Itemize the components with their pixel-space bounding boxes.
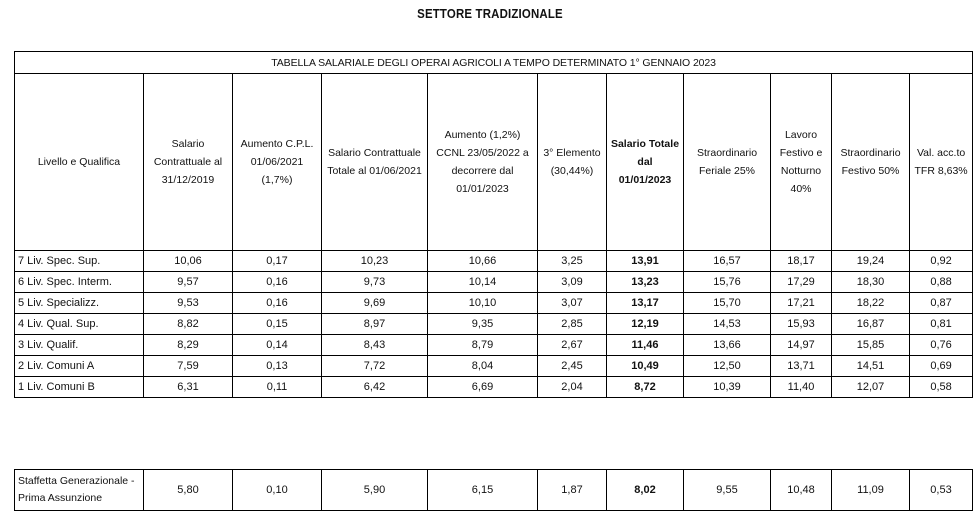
table-cell: 2,45 — [538, 356, 607, 377]
table-cell: 9,73 — [322, 272, 428, 293]
table-row-staffetta — [15, 470, 973, 511]
table-cell: 12,50 — [684, 356, 771, 377]
table-cell: 13,91 — [607, 251, 684, 272]
table-cell: 0,92 — [910, 251, 973, 272]
table-cell: 0,14 — [233, 335, 322, 356]
table-cell: 10,48 — [771, 470, 832, 511]
table-cell: 10,14 — [428, 272, 538, 293]
table-cell: 13,17 — [607, 293, 684, 314]
table-cell: 15,76 — [684, 272, 771, 293]
row-label: 3 Liv. Qualif. — [15, 335, 144, 356]
table-cell: 8,72 — [607, 377, 684, 398]
column-header: 3° Elemento (30,44%) — [538, 74, 607, 251]
header-livello-qualifica: Livello e Qualifica — [15, 74, 144, 251]
table-cell: 8,82 — [144, 314, 233, 335]
table-cell: 9,57 — [144, 272, 233, 293]
table-cell: 14,97 — [771, 335, 832, 356]
table-cell: 14,53 — [684, 314, 771, 335]
table-cell: 0,69 — [910, 356, 973, 377]
table-cell: 11,40 — [771, 377, 832, 398]
table-cell: 0,58 — [910, 377, 973, 398]
table-cell: 17,21 — [771, 293, 832, 314]
row-label: 1 Liv. Comuni B — [15, 377, 144, 398]
table-cell: 16,87 — [832, 314, 910, 335]
table-row — [15, 272, 973, 293]
row-label: 7 Liv. Spec. Sup. — [15, 251, 144, 272]
table-cell: 19,24 — [832, 251, 910, 272]
row-label: 6 Liv. Spec. Interm. — [15, 272, 144, 293]
table-cell: 13,66 — [684, 335, 771, 356]
table-cell: 10,06 — [144, 251, 233, 272]
page-title: SETTORE TRADIZIONALE — [417, 6, 563, 21]
table-cell: 2,04 — [538, 377, 607, 398]
staffetta-table — [14, 469, 973, 511]
table-row — [15, 251, 973, 272]
table-cell: 3,07 — [538, 293, 607, 314]
table-cell: 10,23 — [322, 251, 428, 272]
table-cell: 13,71 — [771, 356, 832, 377]
table-cell: 8,29 — [144, 335, 233, 356]
salary-table — [14, 51, 973, 398]
table-row — [15, 314, 973, 335]
table-cell: 11,46 — [607, 335, 684, 356]
table-cell: 1,87 — [538, 470, 607, 511]
table-cell: 12,19 — [607, 314, 684, 335]
row-label: Staffetta Generazionale - Prima Assunzione — [15, 470, 144, 511]
row-label: 4 Liv. Qual. Sup. — [15, 314, 144, 335]
table-cell: 12,07 — [832, 377, 910, 398]
table-cell: 8,04 — [428, 356, 538, 377]
table-cell: 15,93 — [771, 314, 832, 335]
table-cell: 0,76 — [910, 335, 973, 356]
table-cell: 13,23 — [607, 272, 684, 293]
table-cell: 17,29 — [771, 272, 832, 293]
table-cell: 0,88 — [910, 272, 973, 293]
column-header: Straordinario Feriale 25% — [684, 74, 771, 251]
column-header: Lavoro Festivo e Notturno 40% — [771, 74, 832, 251]
table-cell: 0,11 — [233, 377, 322, 398]
table-cell: 11,09 — [832, 470, 910, 511]
table-cell: 0,15 — [233, 314, 322, 335]
table-cell: 10,66 — [428, 251, 538, 272]
table-cell: 5,90 — [322, 470, 428, 511]
table-cell: 14,51 — [832, 356, 910, 377]
table-cell: 0,13 — [233, 356, 322, 377]
table-cell: 9,55 — [684, 470, 771, 511]
row-label: 5 Liv. Specializz. — [15, 293, 144, 314]
table-cell: 10,39 — [684, 377, 771, 398]
table-cell: 0,16 — [233, 272, 322, 293]
table-cell: 8,79 — [428, 335, 538, 356]
table-cell: 0,10 — [233, 470, 322, 511]
table-cell: 6,42 — [322, 377, 428, 398]
table-cell: 8,43 — [322, 335, 428, 356]
table-cell: 8,02 — [607, 470, 684, 511]
table-row — [15, 335, 973, 356]
table-cell: 10,49 — [607, 356, 684, 377]
table-cell: 9,53 — [144, 293, 233, 314]
table-cell: 7,59 — [144, 356, 233, 377]
column-header: Aumento (1,2%) CCNL 23/05/2022 a decorrere dal 01/01/2023 — [428, 74, 538, 251]
table-row — [15, 356, 973, 377]
table-cell: 18,30 — [832, 272, 910, 293]
table-cell: 6,15 — [428, 470, 538, 511]
column-header: Salario Contrattuale al 31/12/2019 — [144, 74, 233, 251]
table-cell: 2,67 — [538, 335, 607, 356]
table-cell: 0,16 — [233, 293, 322, 314]
table-cell: 3,25 — [538, 251, 607, 272]
row-label: 2 Liv. Comuni A — [15, 356, 144, 377]
table-cell: 3,09 — [538, 272, 607, 293]
table-cell: 0,87 — [910, 293, 973, 314]
table-cell: 16,57 — [684, 251, 771, 272]
column-header: Val. acc.to TFR 8,63% — [910, 74, 973, 251]
table-cell: 2,85 — [538, 314, 607, 335]
table-cell: 7,72 — [322, 356, 428, 377]
table-cell: 8,97 — [322, 314, 428, 335]
column-header: Salario Contrattuale Totale al 01/06/2021 — [322, 74, 428, 251]
table-cell: 0,81 — [910, 314, 973, 335]
table-cell: 18,17 — [771, 251, 832, 272]
column-header: Aumento C.P.L. 01/06/2021 (1,7%) — [233, 74, 322, 251]
table-cell: 0,17 — [233, 251, 322, 272]
table-row — [15, 293, 973, 314]
table-cell: 9,69 — [322, 293, 428, 314]
column-header: Straordinario Festivo 50% — [832, 74, 910, 251]
column-header: Salario Totale dal 01/01/2023 — [607, 74, 684, 251]
table-caption: TABELLA SALARIALE DEGLI OPERAI AGRICOLI A TEMPO DETERMINATO 1° GENNAIO 2023 — [15, 52, 973, 74]
table-cell: 15,70 — [684, 293, 771, 314]
table-cell: 18,22 — [832, 293, 910, 314]
table-cell: 9,35 — [428, 314, 538, 335]
table-cell: 10,10 — [428, 293, 538, 314]
table-cell: 15,85 — [832, 335, 910, 356]
table-row — [15, 377, 973, 398]
table-cell: 6,69 — [428, 377, 538, 398]
table-cell: 6,31 — [144, 377, 233, 398]
table-cell: 0,53 — [910, 470, 973, 511]
table-cell: 5,80 — [144, 470, 233, 511]
